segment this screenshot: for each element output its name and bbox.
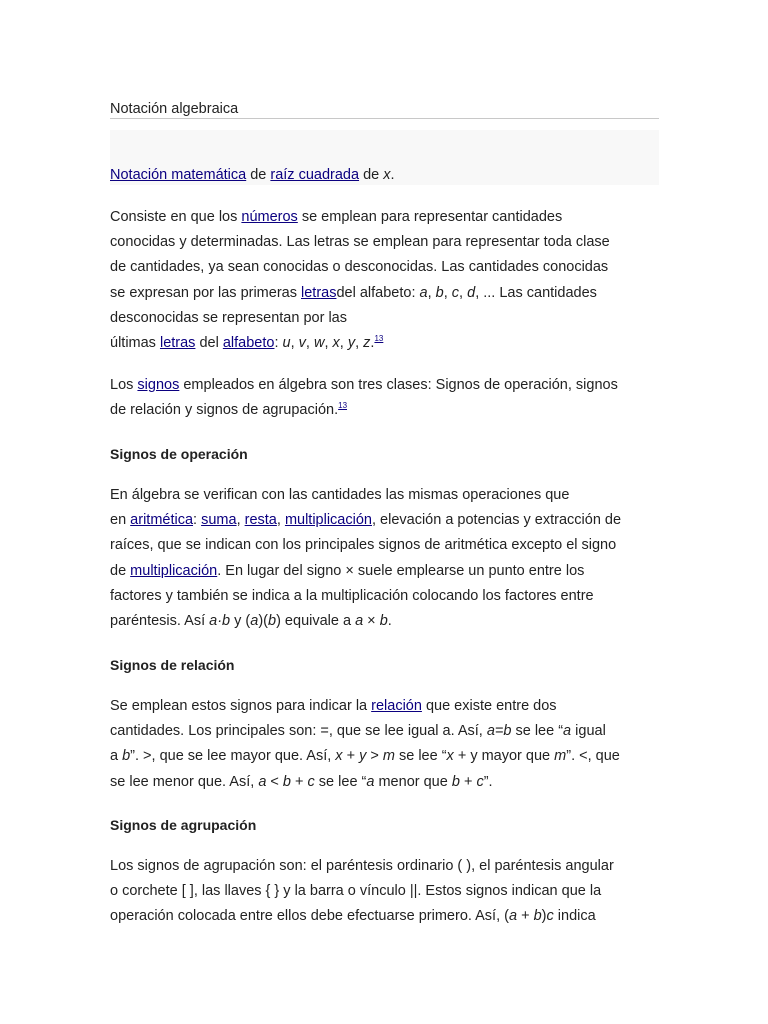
heading-signos-agrupacion: Signos de agrupación: [110, 817, 257, 833]
paragraph-agrupacion: Los signos de agrupación son: el paréntesis ordinario ( ), el paréntesis angular o corchete [ ], las llaves { } y la barra o vínculo ||. Estos signos indican que la operación colocada entre ellos debe efectuarse primero. Así, (a + b)c indica: [110, 858, 614, 925]
link-relacion[interactable]: relación: [371, 698, 422, 714]
image-caption: Notación matemática de raíz cuadrada de x.: [110, 167, 395, 183]
link-letras[interactable]: letras: [301, 284, 337, 301]
link-notacion-matematica[interactable]: Notación matemática: [110, 167, 247, 183]
heading-signos-relacion: Signos de relación: [110, 657, 235, 673]
reference-13-b[interactable]: 13: [338, 401, 348, 411]
link-signos[interactable]: signos: [137, 377, 180, 393]
link-alfabeto[interactable]: alfabeto: [222, 334, 275, 351]
link-raiz-cuadrada[interactable]: raíz cuadrada: [270, 167, 360, 183]
link-multiplicacion[interactable]: multiplicación: [284, 512, 372, 529]
reference-13[interactable]: 13: [374, 333, 384, 343]
link-letras-2[interactable]: letras: [159, 334, 196, 351]
link-aritmetica[interactable]: aritmética: [130, 512, 194, 529]
link-suma[interactable]: suma: [201, 512, 237, 529]
paragraph-intro: Consiste en que los números se emplean para representar cantidades conocidas y determinadas. Las letras se emplean para representar toda clase de cantidades, ya sean conocidas o desconocidas. Las cantidades conocidas se expresan por las primeras letrasdel alfabeto: a, b, c, d, ... Las cantidades desconocidas se representan por las últimas letras del alfabeto: u, v, w, x, y, z.$^{13}$: [110, 209, 610, 351]
paragraph-operacion: En álgebra se verifican con las cantidades las mismas operaciones que en aritmética: suma, resta, multiplicación, elevación a potencias y extracción de raíces, que se indican con los principales signos de aritmética excepto el signo de multiplicación. En lugar del signo × suele emplearse un punto entre los factores y también se indica a la multiplicación colocando los factores entre paréntesis. Así a·b y (a)(b) equivale a a × b.: [110, 487, 622, 629]
link-multiplicacion-2[interactable]: multiplicación: [130, 562, 218, 579]
article-title: Notación algebraica: [110, 99, 659, 119]
link-resta[interactable]: resta: [244, 512, 277, 529]
link-numeros[interactable]: números: [241, 209, 298, 225]
paragraph-signos: Los signos empleados en álgebra son tres clases: Signos de operación, signos de relación y signos de agrupación.$^{13}$: [110, 377, 618, 419]
paragraph-relacion: Se emplean estos signos para indicar la relación que existe entre dos cantidades. Los principales son: =, que se lee igual a. Así, a=b se lee “a igual a b”. >, que se lee mayor que. Así, x + y > m se lee “x + y mayor que m”. <, que se lee menor que. Así, a < b + c se lee “a menor que b + c”.: [110, 698, 620, 790]
heading-signos-operacion: Signos de operación: [110, 446, 248, 462]
